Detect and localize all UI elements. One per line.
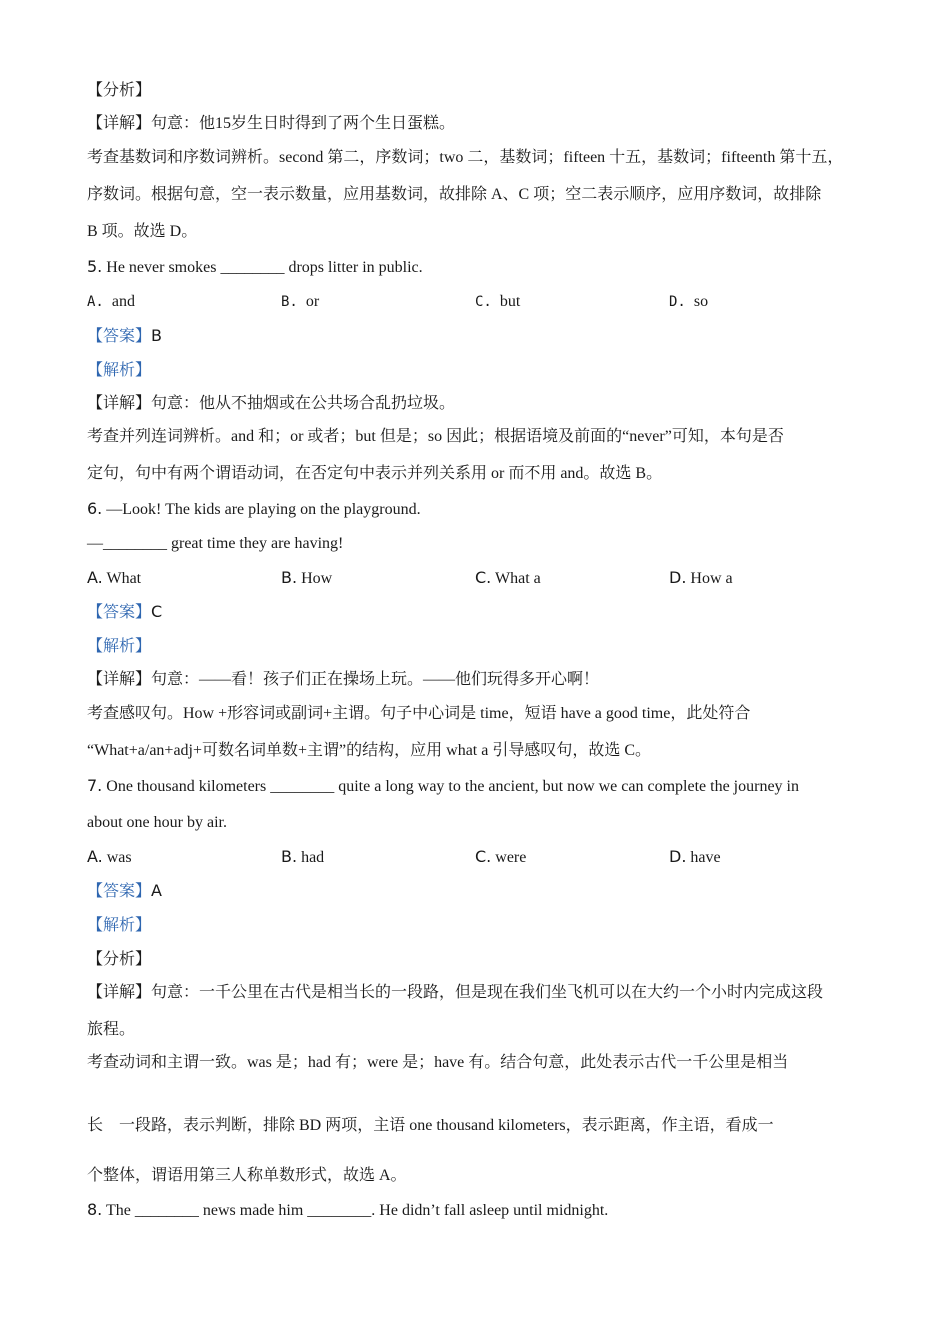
jiexi-tag: 【解析】 (87, 362, 152, 379)
question-8-stem (87, 1200, 608, 1221)
question-7-stem-cont: about one hour by air. (87, 814, 227, 831)
detail-text: 【详解】句意：他从不抽烟或在公共场合乱扔垃圾。 (87, 395, 456, 412)
option-a: A. was (87, 847, 132, 866)
option-c: C. What a (475, 568, 541, 587)
answer-line (87, 602, 162, 623)
question-7-stem (87, 776, 799, 797)
option-b: B. How (281, 568, 333, 587)
analysis-tag: 【分析】 (87, 82, 152, 99)
answer-value: A (151, 881, 162, 900)
question-text: —Look! The kids are playing on the playground. (106, 501, 421, 518)
question-6-reply: —________ great time they are having! (87, 535, 344, 552)
option-a: A. What (87, 568, 142, 587)
question-number: 8. (87, 1200, 103, 1219)
explanation-line: 序数词。根据句意，空一表示数量，应用基数词，故排除 A、C 项；空二表示顺序，应用序数词，故排除 (87, 186, 822, 203)
answer-tag: 【答案】 (87, 328, 152, 345)
answer-value: B (151, 326, 162, 345)
detail-text: 【详解】句意：——看！孩子们正在操场上玩。——他们玩得多开心啊！ (87, 671, 600, 688)
option-c: C. but (475, 293, 521, 310)
question-text: The ________ news made him ________. He didn’t fall asleep until midnight. (105, 1202, 609, 1219)
explanation-line: “What+a/an+adj+可数名词单数+主谓”的结构，应用 what a 引导感叹句，故选 C。 (87, 742, 652, 759)
explanation-line: 考查感叹句。How +形容词或副词+主谓。句子中心词是 time，短语 have a good time，此处符合 (87, 705, 751, 722)
answer-line (87, 326, 162, 347)
explanation-line: 考查并列连词辨析。and 和；or 或者；but 但是；so 因此；根据语境及前面的“never”可知，本句是否 (87, 428, 784, 445)
option-c: C. were (475, 847, 527, 866)
explanation-line: 定句，句中有两个谓语动词，在否定句中表示并列关系用 or 而不用 and。故选 B。 (87, 465, 663, 482)
explanation-line: 个整体，谓语用第三人称单数形式，故选 A。 (87, 1167, 407, 1184)
option-b: B. or (281, 293, 320, 310)
answer-value: C (151, 602, 163, 621)
question-6-stem (87, 499, 421, 520)
analysis-tag: 【分析】 (87, 951, 152, 968)
answer-line (87, 881, 162, 902)
detail-text: 【详解】句意：一千公里在古代是相当长的一段路，但是现在我们坐飞机可以在大约一个小时内完成这段 (87, 984, 824, 1001)
explanation-line: 考查基数词和序数词辨析。second 第二，序数词；two 二，基数词；fifteen 十五，基数词；fifteenth 第十五， (87, 149, 844, 166)
option-d: D. so (669, 293, 709, 310)
option-d: D. have (669, 847, 721, 866)
answer-tag: 【答案】 (87, 883, 152, 900)
explanation-line: 考查动词和主谓一致。was 是；had 有；were 是；have 有。结合句意，此处表示古代一千公里是相当 (87, 1054, 789, 1071)
answer-tag: 【答案】 (87, 604, 152, 621)
explanation-line: 长 一段路，表示判断，排除 BD 两项，主语 one thousand kilometers，表示距离，作主语，看成一 (87, 1117, 774, 1134)
detail-text-cont: 旅程。 (87, 1021, 136, 1038)
question-text: He never smokes ________ drops litter in public. (106, 259, 423, 276)
detail-text: 【详解】句意：他15岁生日时得到了两个生日蛋糕。 (87, 115, 456, 132)
jiexi-tag: 【解析】 (87, 917, 152, 934)
explanation-line: B 项。故选 D。 (87, 223, 198, 240)
question-number: 6. (87, 499, 103, 518)
jiexi-tag: 【解析】 (87, 638, 152, 655)
option-a: A. and (87, 293, 135, 310)
question-number: 5. (87, 257, 103, 276)
question-5-stem (87, 257, 423, 278)
option-d: D. How a (669, 568, 733, 587)
question-text: One thousand kilometers ________ quite a long way to the ancient, but now we can complete the journey in (106, 778, 799, 795)
question-number: 7. (87, 776, 103, 795)
option-b: B. had (281, 847, 325, 866)
